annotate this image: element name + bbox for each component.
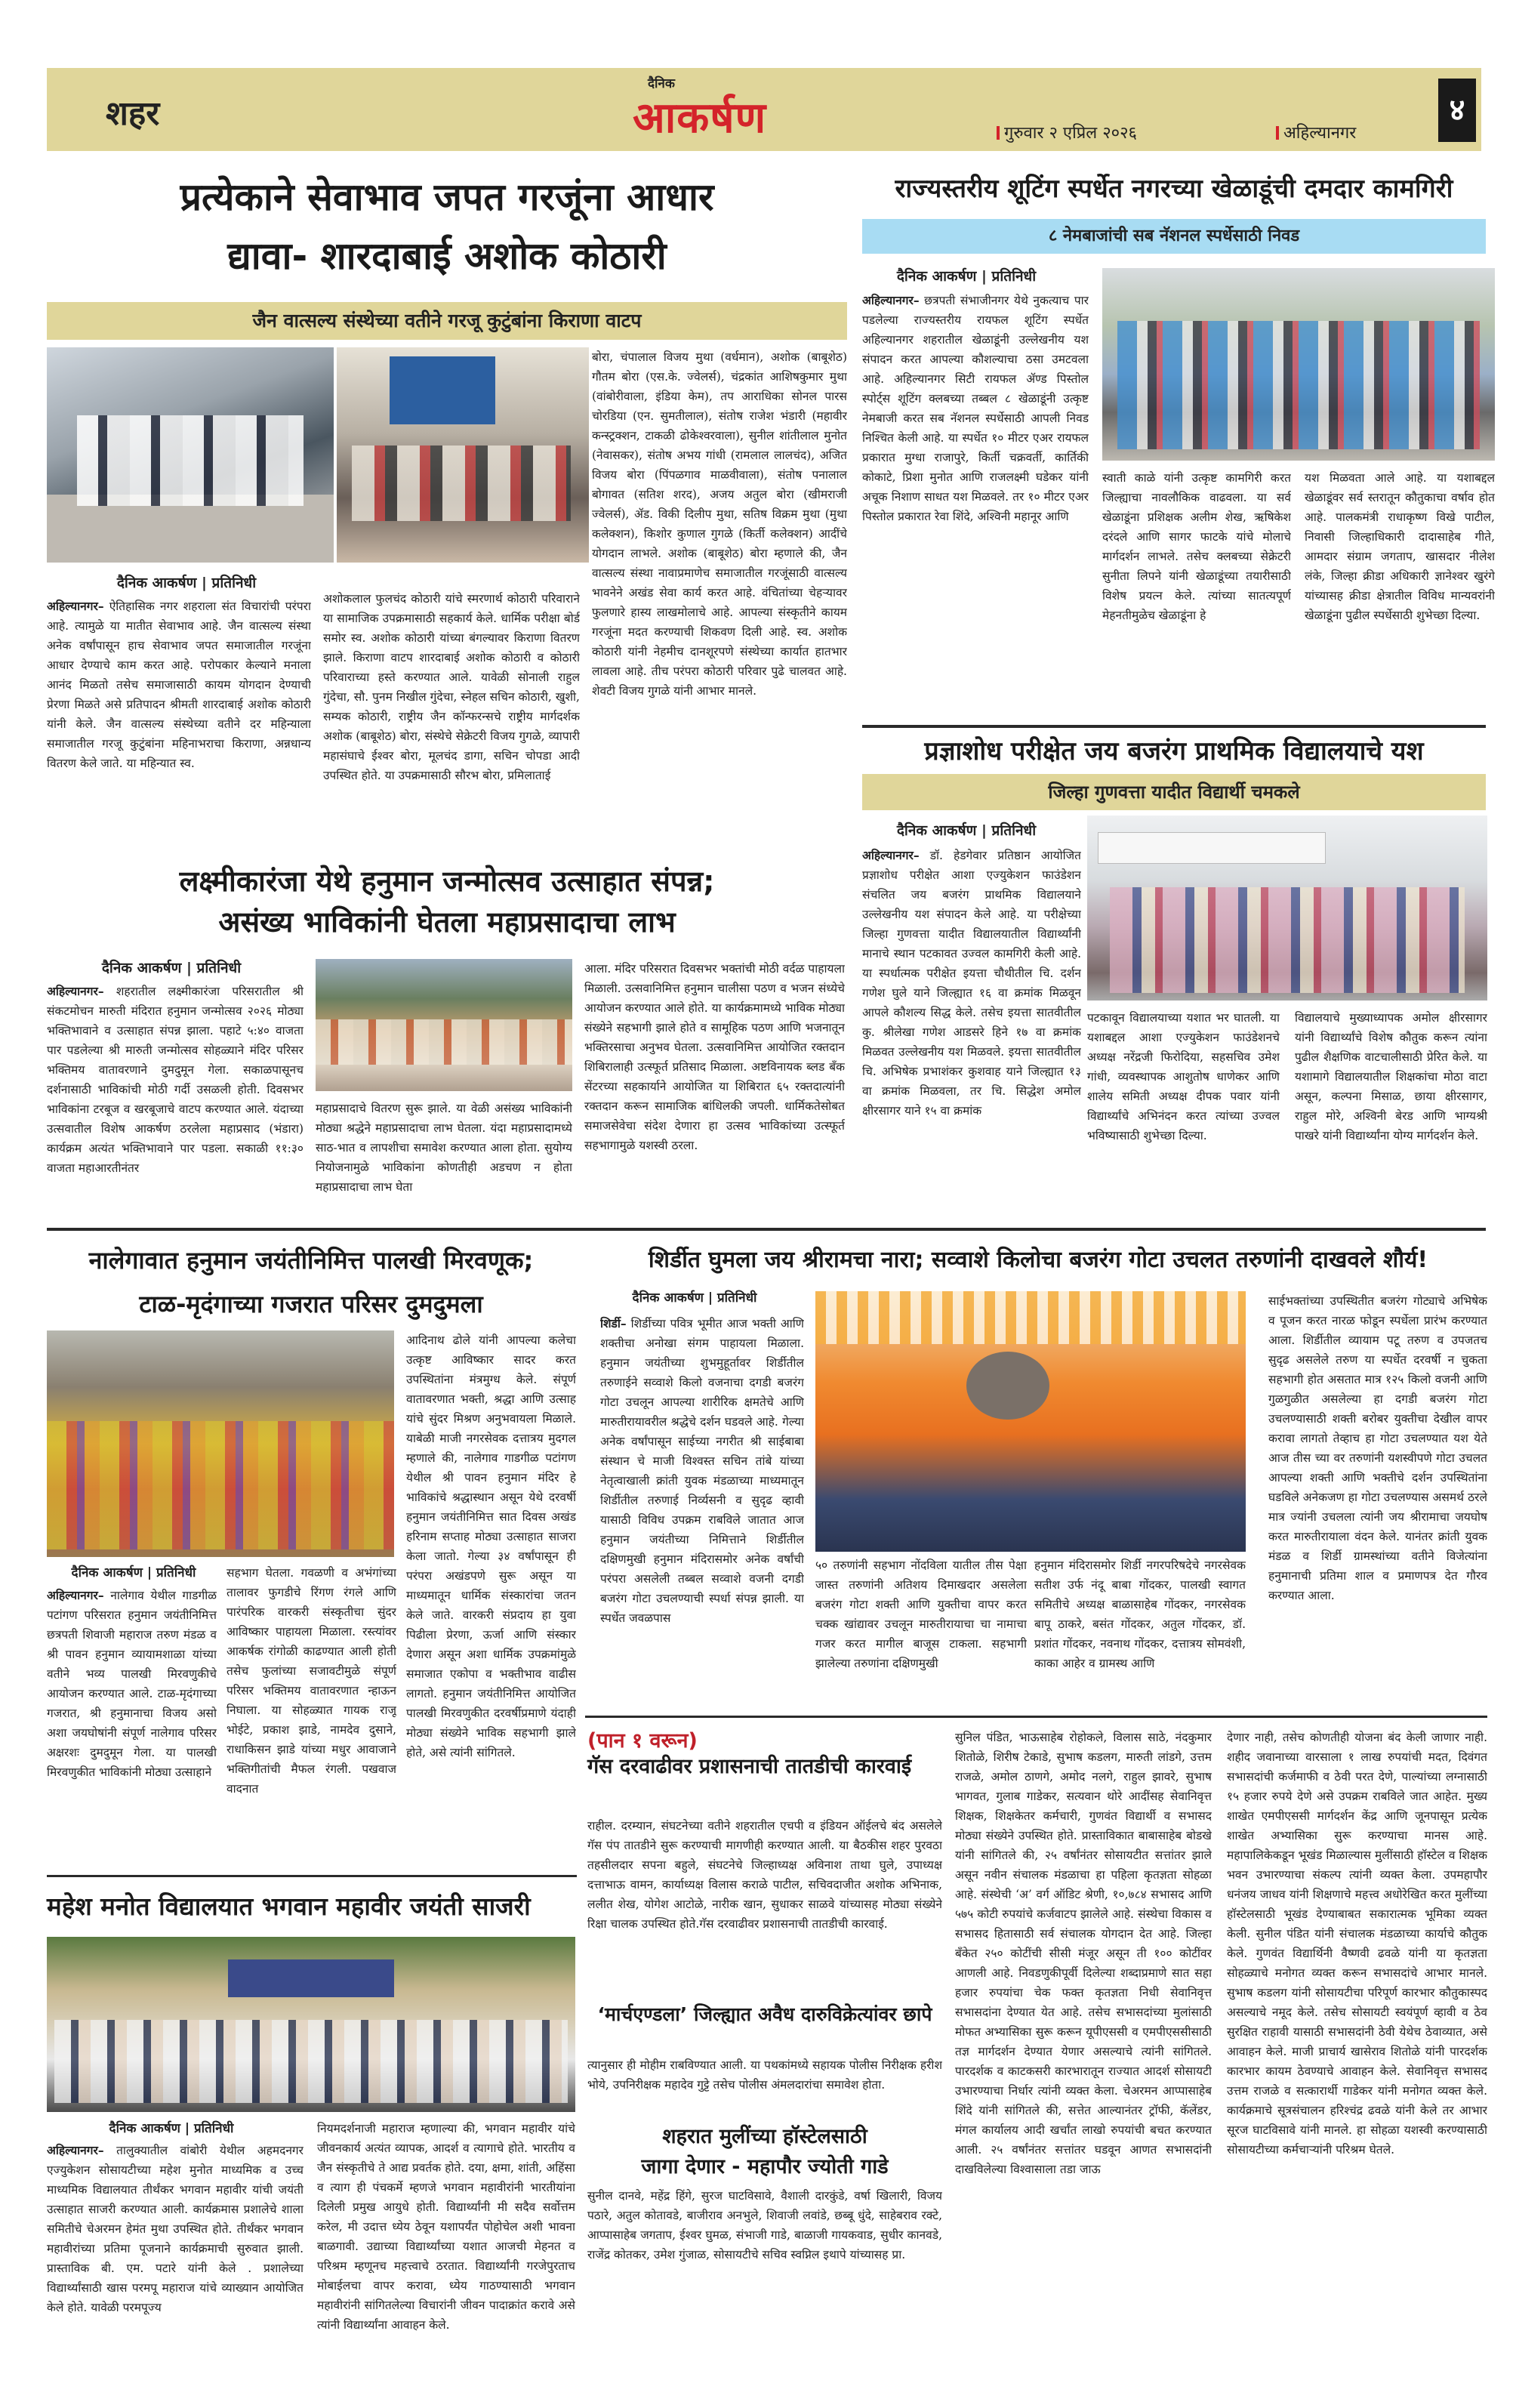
section-divider	[862, 725, 1486, 728]
article8-body: त्यानुसार ही मोहीम राबविण्यात आली. या पथकांमध्ये सहायक पोलीस निरीक्षक हरीश भोये, उपनिरीक्षक महादेव गुट्टे तसेच पोलीस अंमलदारांचा समावेश होता.	[587, 2058, 942, 2092]
headline-line: लक्ष्मीकारंजा येथे हनुमान जन्मोत्सव उत्साहात संपन्न;	[179, 865, 715, 898]
photo-palkhi-procession	[47, 1330, 394, 1557]
date-text: गुरुवार २ एप्रिल २०२६	[1004, 124, 1137, 143]
article3-col1	[862, 846, 1081, 1216]
article3-headline[interactable]: प्रज्ञाशोध परीक्षेत जय बजरंग प्राथमिक विद्यालयाचे यश	[924, 736, 1424, 766]
article5-headline[interactable]	[47, 1238, 575, 1326]
byline: दैनिक आकर्षण | प्रतिनिधी	[896, 268, 1037, 285]
article6-col2: ५० तरुणांनी सहभाग नोंदविला यातील तीस पेक्षा जास्त तरुणांनी अतिशय दिमाखदार असलेला बजरंग गोटा शक्ती आणि युक्तीचा वापर करत चक्क खांद्यावर उचलून मारुतीरायाचा चा नामाचा गजर करत मागील बाजूस टाकला. सहभागी झालेल्या तरुणांना दक्षिणमुखी	[815, 1559, 1027, 1670]
photo-school-students	[1087, 816, 1487, 1001]
byline: दैनिक आकर्षण | प्रतिनिधी	[109, 2121, 234, 2136]
article4-col3: आला. मंदिर परिसरात दिवसभर भक्तांची मोठी वर्दळ पाहायला मिळाली. उत्सवानिमित्त हनुमान चालीसा पठण व भजन संध्येचे आयोजन करण्यात आले होते. या कार्यक्रमामध्ये भाविक मोठ्या संख्येने सहभागी झाले होते व सामूहिक पठण आणि भजनातून भक्तिरसाचा अनुभव घेतला. उत्सवानिमित्त आयोजित रक्तदान शिबिरालाही उत्स्फूर्त प्रतिसाद मिळाला. अष्टविनायक ब्लड बँक सेंटरच्या सहकार्याने आयोजित या शिबिरात ६५ रक्तदात्यांनी रक्तदान करून सामाजिक बांधिलकी जपली. धार्मिकतेसोबत समाजसेवेचा संदेश देणारा हा उत्सव भाविकांच्या उत्स्फूर्त सहभागामुळे यशस्वी ठरला.	[584, 962, 845, 1152]
article6-col4: साईभक्तांच्या उपस्थितीत बजरंग गोट्याचे अभिषेक व पूजन करत नारळ फोडून स्पर्धेला प्रारंभ करण्यात आला. शिर्डीतील व्यायाम पटू तरुण व उपजतच सुदृढ असलेले तरुण या स्पर्धेत दरवर्षी न चुकता सहभागी होत असतात मात्र १२५ किलो वजनी आणि गुळगुळीत असलेल्या हा दगडी बजरंग गोटा उचलण्यासाठी शक्ती बरोबर युक्तीचा देखील वापर करावा लागतो तेव्हाच हा गोटा उचलण्यात यश येते आज तीस च्या वर तरुणांनी यशस्वीपणे गोटा उचलत आपल्या शक्ती आणि भक्तीचे दर्शन उपस्थितांना घडविले अनेकजण हा गोटा उचलण्यास असमर्थ ठरले मात्र ज्यांनी उचलला त्यांनी जय श्रीरामाचा जयघोष करत मारुतीरायाला वंदन केले. यानंतर क्रांती युवक मंडळ व शिर्डी ग्रामस्थांच्या वतीने विजेत्यांना हनुमानाची प्रतिमा शाल व प्रमाणपत्र देत गौरव करण्यात आला.	[1268, 1294, 1487, 1602]
article6-col3: हनुमान मंदिरासमोर शिर्डी नगरपरिषदेचे नगरसेवक सतीश उर्फ नंदू बाबा गोंदकर, पालखी स्वागत समितीचे अध्यक्ष बाळासाहेब गोंदकर, नगरसेवक बापू ठाकरे, बसंत गोंदकर, अतुल गोंदकर, डॉ. प्रशांत गोंदकर, नवनाथ गोंदकर, दत्तात्रय सोमवंशी, काका आहेर व ग्रामस्थ आणि	[1034, 1559, 1246, 1670]
brand-logo: आकर्षण	[633, 94, 767, 143]
article1-col1	[47, 597, 311, 846]
headline-line: प्रत्येकाने सेवाभाव जपत गरजूंना आधार	[180, 175, 714, 219]
body-text: तालुक्यातील वांबोरी येथील अहमदनगर एज्युकेशन सोसायटीच्या महेश मुनोत माध्यमिक व उच्च माध्यमिक विद्यालयात तीर्थंकर भगवान महावीर यांची जयंती उत्साहात साजरी करण्यात आली. कार्यक्रमास प्रशालेचे शाला समितीचे चेअरमन हेमंत मुथा उपस्थित होते. तीर्थंकर भगवान महावीरांच्या प्रतिमा पूजनाने कार्यक्रमाची सुरुवात झाली. प्रास्ताविक बी. एम. पटारे यांनी केले . प्रशालेच्या विद्यार्थ्यांसाठी खास परमपू महाराज यांचे व्याख्यान आयोजित केले होते. यावेळी परमपूज्य	[47, 2144, 304, 2314]
photo-donation-event	[337, 347, 589, 563]
article4-col2: महाप्रसादाचे वितरण सुरू झाले. या वेळी असंख्य भाविकांनी मोठ्या श्रद्धेने महाप्रसादाचा लाभ घेतला. यंदा महाप्रसादामध्ये साठ-भात व लापशीचा समावेश करण्यात आला होता. सुयोग्य नियोजनामुळे भाविकांना कोणतीही अडचण न होता महाप्रसादाचा लाभ घेता	[316, 1102, 572, 1194]
dateline-lead: अहिल्यानगर–	[47, 1589, 104, 1602]
dateline-lead: अहिल्यानगर–	[47, 2144, 104, 2157]
body-text: ऐतिहासिक नगर शहराला संत विचारांची परंपरा आहे. त्यामुळे या मातीत सेवाभाव आहे. जैन वात्सल्य संस्था अनेक वर्षांपासून हाच सेवाभाव जपत समाजातील गरजूंना आधार देण्याचे काम करत आहे. परोपकार केल्याने मनाला आनंद मिळतो तसेच समाजासाठी कायम योगदान देण्याची प्रेरणा मिळते असे प्रतिपादन श्रीमती शारदाबाई अशोक कोठारी यांनी केले. जैन वात्सल्य संस्थेच्या वतीने दर महिन्याला समाजातील गरजू कुटुंबांना महिनाभराचा किराणा, अन्नधान्य वितरण केले जाते. या महिन्यात स्व.	[47, 600, 311, 770]
body-text: छत्रपती संभाजीनगर येथे नुकत्याच पार पडलेल्या राज्यस्तरीय रायफल शूटिंग स्पर्धेत अहिल्यानगर शहरातील खेळाडूंनी उल्लेखनीय यश संपादन करत आपल्या कौशल्याचा ठसा उमटवला आहे. अहिल्यानगर सिटी रायफल ॲण्ड पिस्तोल स्पोर्ट्स शूटिंग क्लबच्या तब्बल ८ खेळाडूंनी उत्कृष्ट नेमबाजी करत सब नॅशनल स्पर्धेसाठी आपली निवड निश्चित केली आहे. या स्पर्धेत १० मीटर एअर रायफल प्रकारात मुग्धा राजापुरे, किर्ती चक्रवर्ती, कार्तिकी कोकाटे, प्रिशा मुनोत आणि राजलक्ष्मी घडेकर यांनी अचूक निशाण साधत यश मिळवले. तर १० मीटर एअर पिस्तोल प्रकारात रेवा शिंदे, अश्विनी महानूर आणि	[862, 294, 1089, 523]
red-bar-icon	[997, 126, 1000, 140]
article10-headline[interactable]: महेश मनोत विद्यालयात भगवान महावीर जयंती साजरी	[47, 1892, 531, 1921]
article2-subhead: ८ नेमबाजांची सब नॅशनल स्पर्धेसाठी निवड	[862, 219, 1486, 254]
headline-line: द्यावा- शारदाबाई अशोक कोठारी	[227, 234, 667, 278]
article9-headline[interactable]	[587, 2122, 942, 2182]
byline: दैनिक आकर्षण | प्रतिनिधी	[116, 575, 257, 591]
section-name: शहर	[106, 94, 160, 133]
city-text: अहिल्यानगर	[1283, 124, 1357, 143]
article10-col2: नियमदर्शनाजी महाराज म्हणाल्या की, भगवान महावीर यांचे जीवनकार्य अत्यंत व्यापक, आदर्श व त्यागाचे होते. भारतीय व जैन संस्कृतीचे ते आद्य प्रवर्तक होते. दया, क्षमा, शांती, अहिंसा व त्याग ही पंचकर्मे म्हणजे भगवान महावीरांनी भारतीयांना दिलेली प्रमुख आयुधे होती. विद्यार्थ्यांनी मी सदैव सर्वोत्तम करेल, मी उदात्त ध्येय ठेवून यशापर्यंत पोहोचेल अशी भावना बाळगावी. उद्याच्या विद्यार्थ्यांच्या यशात आजची मेहनत व परिश्रम म्हणूनच महत्त्वाचे ठरतात. विद्यार्थ्यांनी गरजेपुरताच मोबाईलचा वापर करावा, ध्येय गाठण्यासाठी भगवान महावीरांनी सांगितलेल्या विचारांनी जीवन पादाक्रांत करावे असे त्यांनी विद्यार्थ्यांना आवाहन केले.	[317, 2122, 575, 2332]
photo-mahaprasad	[316, 959, 572, 1091]
headline-line: टाळ-मृदंगाच्या गजरात परिसर दुमदुमला	[139, 1290, 483, 1318]
body-text: डॉ. हेडगेवार प्रतिष्ठान आयोजित प्रज्ञाशोध परीक्षेत आशा एज्युकेशन फाउंडेशन संचलित जय बजरंग प्राथमिक विद्यालयाने उल्लेखनीय यश संपादन केले आहे. या परीक्षेच्या जिल्हा गुणवत्ता यादीत विद्यालयातील विद्यार्थ्यांनी मानाचे स्थान पटकावत उज्वल कामगिरी केली आहे. या स्पर्धात्मक परीक्षेत इयत्ता चौथीतील चि. दर्शन गणेश घुले याने जिल्ह्यात १६ वा क्रमांक मिळवून आपले कौशल्य सिद्ध केले. तसेच इयत्ता सातवीतील कु. श्रीलेखा गणेश आडसरे हिने १७ वा क्रमांक मिळवत उल्लेखनीय यश मिळवले. इयत्ता सातवीतील चि. अभिषेक प्रभाशंकर कुशवाह याने जिल्ह्यात १३ वा क्रमांक मिळवला, तर चि. सिद्धेश अमोल क्षीरसागर याने १५ वा क्रमांक	[862, 849, 1081, 1118]
page-number-badge: ४	[1438, 79, 1476, 142]
article1-subhead: जैन वात्सल्य संस्थेच्या वतीने गरजू कुटुंबांना किराणा वाटप	[47, 302, 847, 340]
article4-headline[interactable]	[47, 861, 847, 942]
article3-col2: पटकावून विद्यालयाच्या यशात भर घातली. या यशाबद्दल आशा एज्युकेशन फाउंडेशनचे अध्यक्ष नरेंद्रजी फिरोदिया, सहसचिव उमेश गांधी, व्यवस्थापक आशुतोष धाणेकर आणि शालेय समिती अध्यक्ष दीपक पवार यांनी विद्यार्थ्यांचे अभिनंदन करत त्यांच्या उज्वल भविष्यासाठी शुभेच्छा दिल्या.	[1087, 1011, 1280, 1142]
article7-body: राहील. दरम्यान, संघटनेच्या वतीने शहरातील एचपी व इंडियन ऑईलचे बंद असलेले गॅस पंप तातडीने सुरू करण्याची मागणीही करण्यात आली. या बैठकीस शहर पुरवठा तहसीलदार सपना बहुले, संघटनेचे जिल्हाध्यक्ष अविनाश ताथा घुले, उपाध्यक्ष दत्ताभाऊ वामन, कार्याध्यक्ष विलास कराळे पाटील, सचिवदाजीत अशोक अभिनाक, ललीत शेख, योगेश आटोळे, नारीक खान, सुधाकर साळवे यांच्यासह मोठ्या संख्येने रिक्षा चालक उपस्थित होते.गॅस दरवाढीवर प्रशासनाची तातडीची कारवाई.	[587, 1819, 942, 1931]
dateline	[997, 121, 1137, 143]
photo-grocery-distribution	[47, 347, 334, 563]
article6-col1	[600, 1314, 804, 1707]
continued-from-page-1: (पान १ वरून)	[587, 1729, 698, 1753]
article9-col3: देणार नाही, तसेच कोणतीही योजना बंद केली जाणार नाही. शहीद जवानाच्या वारसाला १ लाख रुपयांची मदत, दिवंगत सभासदांची कर्जमाफी व ठेवी परत देणे, पाल्यांच्या लग्नासाठी १५ हजार रुपये देणे असे उपक्रम राबविले जात आहेत. मुख्य शाखेत एमपीएससी मार्गदर्शन केंद्र आणि जूनपासून प्रत्येक शाखेत अभ्यासिका सुरू करण्याचा मानस आहे. महापालिकेकडून भूखंड मिळाल्यास मुलींसाठी हॉस्टेल व शिक्षक भवन उभारण्याचा संकल्प त्यांनी व्यक्त केला. उपमहापौर धनंजय जाधव यांनी शिक्षणाचे महत्त्व अधोरेखित करत मुलींच्या हॉस्टेलसाठी भूखंड देण्याबाबत सकारात्मक भूमिका व्यक्त केली. सुनील पंडित यांनी संचालक मंडळाच्या कार्याचे कौतुक केले. गुणवंत विद्यार्थिनी वैष्णवी ढवळे यांनी या कृतज्ञता सोहळ्याचे मनोगत व्यक्त करून सभासदांचे आभार मानले. सुभाष कडलग यांनी सोसायटीचा परिपूर्ण कारभार कौतुकास्पद असल्याचे नमूद केले. तसेच सोसायटी स्वयंपूर्ण व्हावी व ठेव सुरक्षित राहावी यासाठी सभासदांनी ठेवी येथेच ठेवाव्यात, असे आवाहन केले. माजी प्राचार्य खासेराव शितोळे यांनी पारदर्शक कारभार कायम ठेवण्याचे आवाहन केले. सेवानिवृत्त सभासद उत्तम राजळे व सत्कारार्थी गाडेकर यांनी मनोगत व्यक्त केले. कार्यक्रमाचे सूत्रसंचालन हरिश्चंद्र ढवळे यांनी केले तर आभार सूरज घाटविसावे यांनी मानले. हा सोहळा यशस्वी करण्यासाठी सोसायटीच्या कर्मचाऱ्यांनी परिश्रम घेतले.	[1227, 1731, 1487, 2157]
brand-prefix: दैनिक	[648, 76, 675, 91]
headline-line: शहरात मुलींच्या हॉस्टेलसाठी	[662, 2125, 867, 2148]
article1-headline[interactable]	[47, 168, 847, 285]
article1-col2: अशोकलाल फुलचंद कोठारी यांचे स्मरणार्थ कोठारी परिवाराने या सामाजिक उपक्रमासाठी सहकार्य केले. धार्मिक परीक्षा बोर्ड समोर स्व. अशोक कोठारी यांच्या बंगल्यावर किराणा वितरण झाले. किराणा वाटप शारदाबाई अशोक कोठारी व कोठारी परिवाराच्या हस्ते करण्यात आले. यावेळी सोनाली राहुल गुंदेचा, सौ. पुनम निखील गुंदेचा, स्नेहल सचिन कोठारी, खुशी, सम्यक कोठारी, राष्ट्रीय जैन कॉन्फरन्सचे राष्ट्रीय मार्गदर्शक अशोक (बाबूशेठ) बोरा, संस्थेचे सेक्रेटरी विजय गुगळे, व्यापारी महासंघाचे ईश्वर बोरा, मूलचंद डागा, सचिन चोपडा आदी उपस्थित होते. या उपक्रमासाठी सौरभ बोरा, प्रमिलाताई	[323, 592, 580, 782]
article9-col2: सुनिल पंडित, भाऊसाहेब रोहोकले, विलास साठे, नंदकुमार शितोळे, शिरीष टेकाडे, सुभाष कडलग, मारुती लांडगे, उत्तम राजळे, अमोल ठाणगे, अमोद नलगे, राहुल झावरे, सुभाष भागवत, गुलाब गाडेकर, सत्यवान थोरे आदींसह सेवानिवृत्त शिक्षक, शिक्षकेतर कर्मचारी, गुणवंत विद्यार्थी व सभासद मोठ्या संख्येने उपस्थित होते. प्रास्ताविकात बाबासाहेब बोडखे यांनी सांगितले की, २५ वर्षांनंतर सोसायटीत सत्तांतर झाले असून नवीन संचालक मंडळाचा हा पहिला कृतज्ञता सोहळा आहे. संस्थेची ‘अ’ वर्ग ऑडिट श्रेणी, १०,७८४ सभासद आणि ५७५ कोटी रुपयांचे कर्जवाटप झालेले आहे. संस्थेचा विकास व सभासद हितासाठी सर्व संचालक योगदान देत आहे. जिल्हा बँकेत २५० कोटींची सीसी मंजूर असून ती १०० कोटींवर आणली आहे. निवडणुकीपूर्वी दिलेल्या शब्दाप्रमाणे सात सहा हजार रुपयांचा चेक फक्त कृतज्ञता निधी सेवानिवृत्त सभासदांना देण्यात येत आहे. तसेच सभासदांच्या मुलांसाठी मोफत अभ्यासिका सुरू करून यूपीएससी व एमपीएससीसाठी तज्ञ मार्गदर्शन देण्यात येणार असल्याचे त्यांनी सांगितले. पारदर्शक व काटकसरी कारभारातून राज्यात आदर्श सोसायटी उभारण्याचा निर्धार त्यांनी व्यक्त केला. चेअरमन आप्पासाहेब शिंदे यांनी सांगितले की, सत्तेत आल्यानंतर ट्रॉफी, कॅलेंडर, मंगल कार्यालय आदी खर्चांत लाखो रुपयांची बचत करण्यात आली. २५ वर्षांनंतर सत्तांतर घडवून आणत सभासदांनी दाखविलेल्या विश्वासाला तडा जाऊ	[955, 1731, 1212, 2176]
dateline-lead: शिर्डी–	[600, 1317, 627, 1330]
dateline-lead: अहिल्यानगर–	[862, 294, 920, 307]
photo-shooting-team	[1102, 268, 1495, 461]
dateline-lead: अहिल्यानगर–	[862, 849, 920, 862]
article2-col2: स्वाती काळे यांनी उत्कृष्ट कामगिरी करत जिल्ह्याचा नावलौकिक वाढवला. या सर्व खेळाडूंना प्रशिक्षक अलीम शेख, ऋषिकेश दरंदले आणि सागर फाटके यांचे मोलाचे मार्गदर्शन लाभले. तसेच क्लबच्या सेक्रेटरी सुनीता लिपने यांनी खेळाडूंच्या तयारीसाठी विशेष प्रयत्न केले. त्यांच्या सातत्यपूर्ण मेहनतीमुळेच खेळाडूंना हे	[1102, 471, 1291, 622]
article5-col2: सहभाग घेतला. गवळणी व अभंगांच्या तालावर फुगडीचे रिंगण रंगले आणि पारंपरिक वारकरी संस्कृतीचा सुंदर आविष्कार पाहायला मिळाला. रस्त्यांवर आकर्षक रांगोळी काढण्यात आली होती तसेच फुलांच्या सजावटीमुळे संपूर्ण परिसर भक्तिमय वातावरणात न्हाऊन निघाला. या सोहळ्यात गायक राजू भोईटे, प्रकाश झाडे, नामदेव दुसाने, राधाकिसन झाडे यांच्या मधुर आवाजाने भक्तिगीतांची मैफल रंगली. पखवाज वादनात	[226, 1566, 396, 1796]
byline: दैनिक आकर्षण | प्रतिनिधी	[101, 960, 242, 976]
body-text: नालेगाव येथील गाडगीळ पटांगण परिसरात हनुमान जयंतीनिमित्त छत्रपती शिवाजी महाराज तरुण मंडळ व श्री पावन हनुमान व्यायामशाळा यांच्या वतीने भव्य पालखी मिरवणुकीचे आयोजन करण्यात आले. टाळ-मृदंगाच्या गजरात, श्री हनुमानाचा विजय असो अशा जयघोषांनी संपूर्ण नालेगाव परिसर अक्षरशः दुमदुमून गेला. या पालखी मिरवणुकीत भाविकांनी मोठ्या उत्साहाने	[47, 1589, 217, 1779]
article1-col3: बोरा, चंपालाल विजय मुथा (वर्धमान), अशोक (बाबूशेठ) गौतम बोरा (एस.के. ज्वेलर्स), चंद्रकांत आशिषकुमार मुथा (वांबोरीवाला, इंडिया केम), तप आराधिका सोनल पारस चोरडिया (एन. सुमतीलाल), संतोष राजेश भंडारी (महावीर कन्स्ट्रक्शन, टाकळी ढोकेश्वरवाला), सुनील शांतीलाल मुनोत (नेवासकर), संतोष अभय गांधी (रामलाल लालचंद), अजित विजय बोरा (पिंपळगाव माळवीवाला), संतोष पनालाल बोगावत (सतिश शरद), अजय अतुल बोरा (खीमराजी ज्वेलर्स), ॲड. विकी दिलीप मुथा, सतिष विक्रम मुथा (मुथा कलेक्शन), किशोर कुणाल गुगळे (किर्ती कलेक्शन) आदींचे योगदान लाभले. अशोक (बाबूशेठ) बोरा म्हणाले की, जैन वात्सल्य संस्था नावाप्रमाणेच समाजातील गरजूंसाठी वात्सल्य भावनेने अखंड सेवा कार्य करत आहे. वंचितांच्या चेहऱ्यावर फुलणारे हास्य लाखमोलाचे आहे. आपल्या संस्कृतीने कायम गरजूंना मदत करण्याची शिकवण दिली आहे. स्व. अशोक कोठारी यांनी नेहमीच दानशूरपणे संस्थेच्या कार्यात हातभार लावला आहे. तीच परंपरा कोठारी परिवार पुढे चालवत आहे. शेवटी विजय गुगळे यांनी आभार मानले.	[592, 350, 847, 698]
headline-line: नालेगावात हनुमान जयंतीनिमित्त पालखी मिरवणूक;	[88, 1246, 534, 1275]
section-divider	[47, 1228, 1486, 1231]
dateline-lead: अहिल्यानगर–	[47, 985, 104, 998]
article10-col1	[47, 2141, 304, 2375]
article2-headline[interactable]: राज्यस्तरीय शूटिंग स्पर्धेत नगरच्या खेळाडूंची दमदार कामगिरी	[895, 174, 1453, 204]
article2-col3: यश मिळवता आले आहे. या यशाबद्दल खेळाडूंवर सर्व स्तरातून कौतुकाचा वर्षाव होत आहे. पालकमंत्री राधाकृष्ण विखे पाटील, निवासी जिल्हाधिकारी दादासाहेब गीते, आमदार संग्राम जगताप, खासदार नीलेश लंके, जिल्हा क्रीडा अधिकारी ज्ञानेश्वर खुरंगे यांच्यासह क्रीडा क्षेत्रातील विविध मान्यवरांनी खेळाडूंना पुढील स्पर्धेसाठी शुभेच्छा दिल्या.	[1305, 471, 1495, 622]
section-divider	[47, 1875, 577, 1877]
article8-headline[interactable]: ‘मार्चएण्डला’ जिल्ह्यात अवैध दारुविक्रेत्यांवर छापे	[597, 2003, 932, 2025]
article4-col1	[47, 982, 304, 1216]
red-bar-icon	[1276, 126, 1279, 140]
article2-col1	[862, 291, 1089, 710]
body-text: शहरातील लक्ष्मीकारंजा परिसरातील श्री संकटमोचन मारुती मंदिरात हनुमान जन्मोत्सव २०२६ मोठ्या भक्तिभावाने व उत्साहात संपन्न झाला. पहाटे ५:४० वाजता पार पडलेल्या श्री मारुती जन्मोत्सव सोहळ्याने मंदिर परिसर भक्तिमय वातावरणाने दुमदुमून गेला. सकाळपासूनच दर्शनासाठी भाविकांची मोठी गर्दी उसळली होती. दिवसभर भाविकांना टरबूज व खरबूजाचे वाटप करण्यात आले. यंदाच्या उत्सवातील विशेष आकर्षण ठरलेला महाप्रसाद (भंडारा) कार्यक्रम अत्यंत भक्तिभावाने पार पडला. सकाळी ११:३० वाजता महाआरतीनंतर	[47, 985, 304, 1175]
article5-col3: आदिनाथ ढोले यांनी आपल्या कलेचा उत्कृष्ट आविष्कार सादर करत उपस्थितांना मंत्रमुग्ध केले. संपूर्ण वातावरणात भक्ती, श्रद्धा आणि उत्साह यांचे सुंदर मिश्रण अनुभवायला मिळाले. याबेळी माजी नगरसेवक दत्तात्रय मुदगल म्हणाले की, नालेगाव गाडगीळ पटांगण येथील श्री पावन हनुमान मंदिर हे भाविकांचे श्रद्धास्थान असून येथे दरवर्षी हनुमान जयंतीनिमित्त सात दिवस अखंड हरिनाम सप्ताह मोठ्या उत्साहात साजरा केला जातो. गेल्या ३४ वर्षांपासून ही परंपरा अखंडपणे सुरू असून या माध्यमातून धार्मिक संस्कारांचा जतन केले जाते. वारकरी संप्रदाय हा युवा पिढीला प्रेरणा, ऊर्जा आणि संस्कार देणारा असून अशा धार्मिक उपक्रमांमुळे समाजात एकोपा व भक्तीभाव वाढीस लागतो. हनुमान जयंतीनिमित्त आयोजित पालखी मिरवणुकीत दरवर्षीप्रमाणे यंदाही मोठ्या संख्येने भाविक सहभागी झाले होते, असे त्यांनी सांगितले.	[406, 1333, 576, 1759]
photo-bajrang-gota	[815, 1291, 1246, 1552]
article7-headline[interactable]: गॅस दरवाढीवर प्रशासनाची तातडीची कारवाई	[587, 1755, 912, 1778]
byline: दैनिक आकर्षण | प्रतिनिधी	[632, 1290, 757, 1306]
headline-line: जागा देणार - महापौर ज्योती गाडे	[641, 2155, 889, 2178]
article5-col1	[47, 1586, 217, 1858]
article3-col3: विद्यालयाचे मुख्याध्यापक अमोल क्षीरसागर यांनी विद्यार्थ्यांचे विशेष कौतुक करून त्यांना पुढील शैक्षणिक वाटचालीसाठी प्रेरित केले. या यशामागे विद्यालयातील शिक्षकांचा मोठा वाटा असून, कल्पना मिसाळ, छाया क्षीरसागर, राहुल मोरे, अश्विनी बेरड आणि भाग्यश्री पाखरे यांनी विद्यार्थ्यांना योग्य मार्गदर्शन केले.	[1295, 1011, 1487, 1142]
body-text: शिर्डीच्या पवित्र भूमीत आज भक्ती आणि शक्तीचा अनोखा संगम पाहायला मिळाला. हनुमान जयंतीच्या शुभमुहूर्तावर शिर्डीतील तरुणाईने सव्वाशे किलो वजनाचा दगडी बजरंग गोटा उचलून आपल्या शारीरिक क्षमतेचे आणि मारुतीरायावरील श्रद्धेचे दर्शन घडवले आहे. गेल्या अनेक वर्षांपासून साईच्या नगरीत श्री साईबाबा संस्थान चे माजी विश्वस्त सचिन तांबे यांच्या नेतृत्वाखाली क्रांती युवक मंडळाच्या माध्यमातून शिर्डीतील तरुणाई निर्व्यसनी व सुदृढ व्हावी यासाठी विविध उपक्रम राबविले जातात आज हनुमान जयंतीच्या निमित्ताने शिर्डीतील दक्षिणमुखी हनुमान मंदिरासमोर अनेक वर्षांची परंपरा असलेली तब्बल सव्वाशे वजनी दगडी बजरंग गोटा उचलण्याची स्पर्धा संपन्न झाली. या स्पर्धेत जवळपास	[600, 1317, 804, 1625]
photo-mahavir-jayanti	[47, 1937, 575, 2112]
article6-headline[interactable]: शिर्डीत घुमला जय श्रीरामचा नारा; सव्वाशे किलोचा बजरंग गोटा उचलत तरुणांनी दाखवले शौर्य!	[648, 1247, 1428, 1273]
section-divider	[585, 1716, 1487, 1718]
dateline-lead: अहिल्यानगर–	[47, 600, 104, 613]
article9-col1: सुनील दानवे, महेंद्र हिंगे, सुरज घाटविसावे, वैशाली दारकुंडे, वर्षा खिलारी, विजय पठारे, अतुल कोतावडे, बाजीराव अनभुले, शिवाजी लवांडे, छब्बू धुंदे, साहेबराव रक्टे, आप्पासाहेब जगताप, ईश्वर घुमळ, संभाजी गाडे, बाळाजी गायकवाड, सुधीर कानवडे, राजेंद्र कोतकर, उमेश गुंजाळ, सोसायटीचे सचिव स्वप्निल इथापे यांच्यासह प्रा.	[587, 2189, 942, 2262]
headline-line: असंख्य भाविकांनी घेतला महाप्रसादाचा लाभ	[218, 905, 676, 939]
edition-city	[1276, 121, 1356, 143]
byline: दैनिक आकर्षण | प्रतिनिधी	[71, 1565, 196, 1580]
article3-subhead: जिल्हा गुणवत्ता यादीत विद्यार्थी चमकले	[862, 774, 1486, 810]
byline: दैनिक आकर्षण | प्रतिनिधी	[896, 822, 1037, 839]
